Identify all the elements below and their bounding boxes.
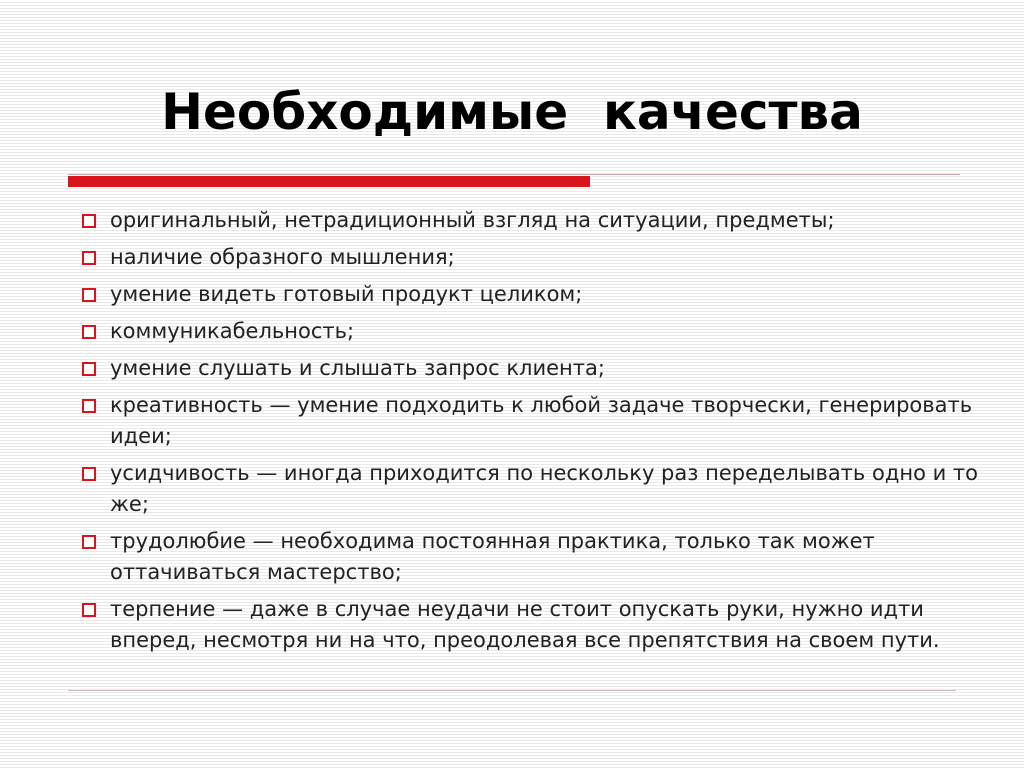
list-item (78, 279, 998, 310)
hollow-square-icon (82, 288, 96, 302)
hollow-square-icon (82, 214, 96, 228)
list-item (78, 594, 998, 656)
hollow-square-icon (82, 251, 96, 265)
hollow-square-icon (82, 399, 96, 413)
list-item-text: трудолюбие — необходима постоянная практика, только так может оттачиваться мастерство; (110, 529, 875, 584)
list-item (78, 353, 998, 384)
list-item-text: оригинальный, нетрадиционный взгляд на ситуации, предметы; (110, 208, 835, 232)
list-item (78, 316, 998, 347)
hollow-square-icon (82, 603, 96, 617)
list-item-text: умение слушать и слышать запрос клиента; (110, 356, 605, 380)
slide-title: Необходимые качества (161, 83, 863, 141)
list-item-text: наличие образного мышления; (110, 245, 455, 269)
list-item-text: усидчивость — иногда приходится по нескольку раз переделывать одно и то же; (110, 461, 978, 516)
list-item-text: терпение — даже в случае неудачи не стоит опускать руки, нужно идти вперед, несмотря ни на что, преодолевая все препятствия на своем пути. (110, 597, 940, 652)
title-divider-red-bar (68, 176, 590, 187)
list-item-text: умение видеть готовый продукт целиком; (110, 282, 583, 306)
list-item (78, 526, 998, 588)
bottom-divider (68, 690, 956, 691)
list-item-text: креативность — умение подходить к любой задаче творчески, генерировать идеи; (110, 393, 973, 448)
list-item (78, 242, 998, 273)
hollow-square-icon (82, 325, 96, 339)
list-item (78, 390, 998, 452)
hollow-square-icon (82, 535, 96, 549)
list-item-text: коммуникабельность; (110, 319, 355, 343)
hollow-square-icon (82, 362, 96, 376)
list-item (78, 205, 998, 236)
list-item (78, 458, 998, 520)
title-divider-thin (68, 174, 960, 175)
qualities-list (78, 205, 998, 662)
hollow-square-icon (82, 467, 96, 481)
